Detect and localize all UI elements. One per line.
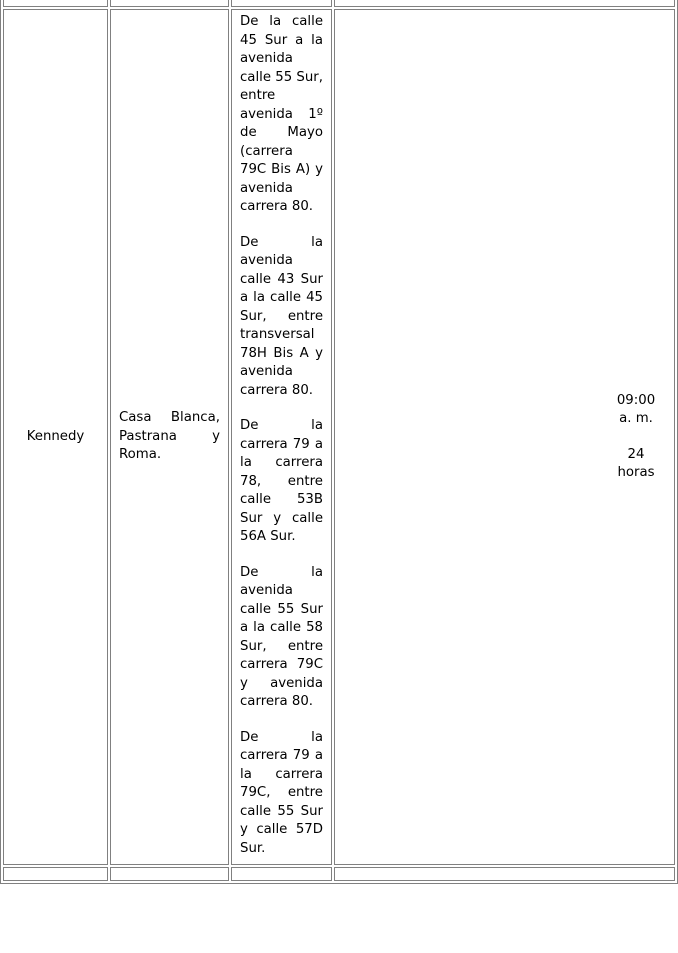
cell-empty xyxy=(110,867,229,881)
horario-cell xyxy=(334,9,675,865)
hora-inicio: 09:00 a. m. xyxy=(616,392,656,426)
tramo-paragraph: De la avenida calle 43 Sur a la calle 45 Sur, entre transversal 78H Bis A y avenida carrera 80. xyxy=(240,234,323,398)
barrios-text: Casa Blanca, Pastrana y Roma. xyxy=(119,410,220,463)
cell-empty xyxy=(231,867,332,881)
duracion: 24 horas xyxy=(617,446,655,480)
cell-empty xyxy=(3,0,108,7)
table-row xyxy=(3,9,675,865)
table-row-previous xyxy=(3,0,675,7)
barrios-cell xyxy=(110,9,229,865)
tramo-paragraph: De la calle 45 Sur a la avenida calle 55 Sur, entre avenida 1º de Mayo (carrera 79C Bis A) y avenida carrera 80. xyxy=(240,14,323,214)
cell-empty xyxy=(231,0,332,7)
tramos-cell xyxy=(231,9,332,865)
tramo-paragraph: De la carrera 79 a la carrera 78, entre calle 53B Sur y calle 56A Sur. xyxy=(240,418,323,544)
localidad-cell xyxy=(3,9,108,865)
tramo-paragraph: De la avenida calle 55 Sur a la calle 58 Sur, entre carrera 79C y avenida carrera 80. xyxy=(240,564,323,709)
localidad-text: Kennedy xyxy=(26,428,85,444)
cell-empty xyxy=(334,0,675,7)
cell-empty xyxy=(334,867,675,881)
tramo-paragraph: De la carrera 79 a la carrera 79C, entre calle 55 Sur y calle 57D Sur. xyxy=(240,729,323,856)
cell-empty xyxy=(110,0,229,7)
cell-empty xyxy=(3,867,108,881)
table-row-next xyxy=(3,867,675,881)
